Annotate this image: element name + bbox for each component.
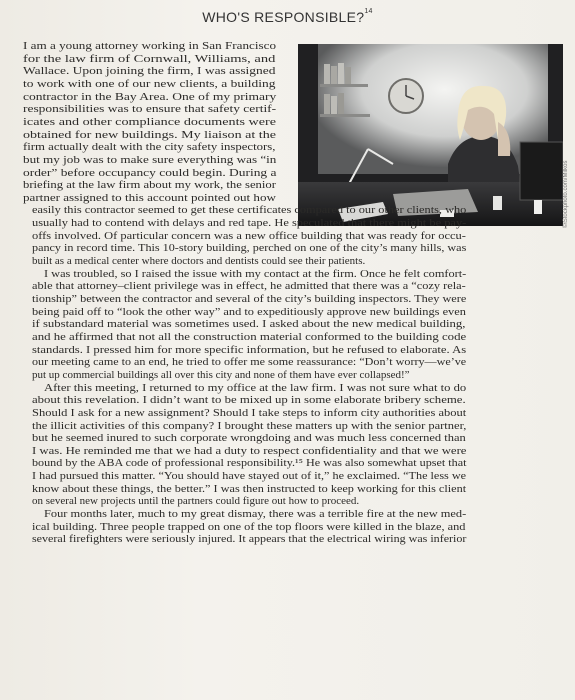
text-line: put up commercial buildings all over this city and none of them have ever collapsed!”	[32, 368, 410, 381]
office-woman-photo	[298, 44, 563, 226]
text-line: contractor in the Bay Area. One of my primary	[23, 90, 277, 103]
text-line: I had pursued this matter. “You should have stayed out of it,” he exclaimed. “The less we	[32, 470, 467, 483]
text-line: ical building. Three people trapped on one of the top floors were killed in the blaze, and	[32, 520, 466, 533]
text-line: responsibilities was to ensure that safety certif-	[23, 103, 277, 116]
photo-credit: ©iStockphoto.com/Milkos	[563, 160, 569, 228]
text-line: usually had to contend with delays and red tape. He speculated that there might be pay-	[32, 217, 467, 230]
text-line: know about these things, the better.” I was then instructed to keep working for this client	[32, 482, 467, 495]
text-line: partner assigned to this account pointed out how	[23, 191, 276, 204]
text-line: to work with one of our new clients, a building	[23, 77, 276, 90]
text-line: about this revelation. I didn’t want to be mixed up in some elaborate bribery scheme.	[32, 394, 466, 407]
text-line: briefing at the law firm about my work, the senior	[23, 179, 276, 192]
text-line: standards. I pressed him for more specific information, but he refused to elaborate. As	[32, 343, 467, 356]
text-line: order” before occupancy could begin. During a	[23, 166, 277, 179]
text-line: built as a medical center where doctors and dentists could see their patients.	[32, 255, 366, 268]
text-line: being paid off to “look the other way” and to expeditiously approve new buildings even	[32, 305, 466, 318]
text-line: if substandard material was sometimes used. I asked about the new medical building,	[32, 318, 466, 331]
text-line: I am a young attorney working in San Francisco	[23, 40, 277, 52]
text-line: Four months later, much to my great dismay, there was a terrible fire at the new med-	[44, 508, 467, 521]
text-line: firm actually dealt with the city safety inspectors,	[23, 141, 276, 154]
text-line: I was. He reminded me that we had a duty to respect confidentiality and that we were	[32, 444, 467, 457]
text-line: on several new projects until the partners could figure out how to proceed.	[32, 495, 360, 508]
text-line: able that attorney–client privilege was in effect, he admitted that there was a “cozy rela-	[32, 280, 466, 293]
text-line: I was troubled, so I raised the issue with my contact at the firm. Once he felt comfort-	[44, 267, 467, 280]
text-line: offs involved. Of particular concern was a new office building that was ready for occu-	[32, 229, 466, 242]
text-line: tionship” between the contractor and several of the city’s building inspectors. They were	[32, 293, 467, 305]
title-text: WHO'S RESPONSIBLE?	[202, 9, 365, 25]
text-line: After this meeting, I returned to my office at the law firm. I was not sure what to do	[44, 381, 467, 394]
text-line: Wallace. Upon joining the firm, I was assigned	[23, 65, 276, 78]
text-line: bound by the ABA code of professional responsibility.¹⁵ He was also somewhat upset that	[32, 457, 467, 470]
text-line: the illicit activities of this company? I brought these matters up with the senior partner,	[32, 419, 467, 432]
text-line: obtained for new buildings. My liaison at the	[23, 128, 276, 141]
text-line: Should I ask for a new assignment? Should I take steps to inform city authorities about	[32, 406, 467, 419]
text-line: several firefighters were seriously injured. It appears that the electrical wiring was inferior	[32, 533, 467, 546]
text-line: pancy in record time. This 10-story building, perched on one of the city’s many hills, was	[32, 242, 467, 255]
text-line: but he seemed inured to such corporate wrongdoing and was much less concerned than	[32, 432, 466, 445]
text-line: and he affirmed that not all the construction material conformed to the building code	[32, 330, 467, 343]
article-photo	[298, 44, 563, 226]
text-line: but my job was to make sure everything was “in	[23, 153, 277, 166]
text-line: for the law firm of Cornwall, Williams, and	[23, 52, 276, 65]
text-line: easily this contractor seemed to get these certificates compared to our other clients, who	[32, 204, 467, 217]
title-footnote: 14	[364, 8, 373, 15]
page-title	[0, 9, 575, 25]
text-line: icates and other compliance documents were	[23, 115, 277, 128]
text-line: our meeting came to an end, he tried to offer me some reassurance: “Don’t worry—we’ve	[32, 356, 467, 369]
